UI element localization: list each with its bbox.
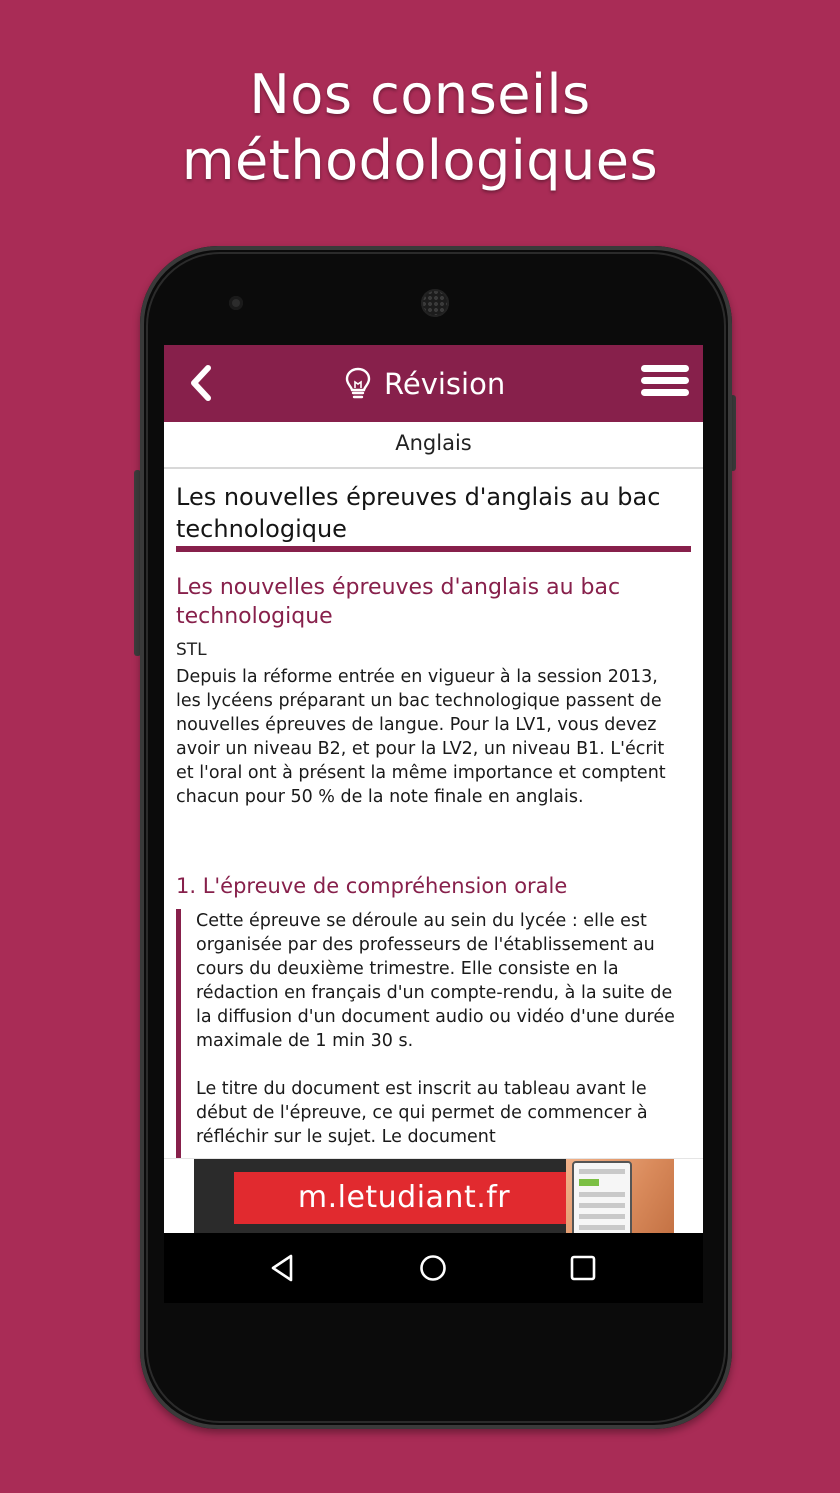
hamburger-menu-icon	[641, 365, 689, 372]
app-title	[344, 364, 505, 404]
quote-bar	[176, 909, 181, 1158]
nav-home-icon[interactable]	[417, 1252, 449, 1284]
front-camera	[229, 296, 243, 310]
nav-back-icon[interactable]	[267, 1252, 299, 1284]
hamburger-menu-icon-line	[641, 389, 689, 396]
app-title-text: Révision	[384, 367, 506, 401]
section-title: Les nouvelles épreuves d'anglais au bac technologique	[176, 575, 621, 629]
title-divider	[176, 546, 691, 552]
hamburger-menu-icon-line	[641, 377, 689, 384]
subsection-body	[196, 909, 686, 1158]
app-bar	[164, 345, 703, 422]
subsection-paragraph: Cette épreuve se déroule au sein du lycée : elle est organisée par des professeurs de l'établissement au cours du deuxième trimestre. Elle consiste en la rédaction en français d'un compte-rendu, à la suite de la diffusion d'un document audio ou vidéo d'une durée maximale de 1 min 30 s.	[196, 911, 675, 1051]
promo-headline	[0, 62, 840, 194]
subsection-title: 1. L'épreuve de compréhension orale	[176, 874, 568, 898]
series-tag: STL	[176, 640, 207, 660]
article-title: Les nouvelles épreuves d'anglais au bac technologique	[176, 483, 661, 543]
nav-recents-icon[interactable]	[567, 1252, 599, 1284]
promo-headline-line1: Nos conseils	[249, 63, 591, 126]
phone-screen	[164, 345, 703, 1233]
menu-button[interactable]	[641, 365, 689, 403]
article-content[interactable]	[164, 469, 703, 1158]
lightbulb-icon	[344, 366, 372, 402]
ad-phone-image	[572, 1161, 632, 1233]
ad-text: m.letudiant.fr	[234, 1172, 574, 1224]
back-button[interactable]	[184, 363, 224, 403]
earpiece-speaker	[421, 289, 449, 317]
tab-anglais[interactable]: Anglais	[164, 422, 703, 469]
subsection-paragraph: Le titre du document est inscrit au tableau avant le début de l'épreuve, ce qui permet de commencer à réfléchir sur le sujet. Le document	[196, 1079, 648, 1147]
ad-image[interactable]	[194, 1159, 674, 1233]
intro-paragraph: Depuis la réforme entrée en vigueur à la session 2013, les lycéens préparant un bac technologique passent de nouvelles épreuves de langue. Pour la LV1, vous devez avoir un niveau B2, et pour la LV2, un niveau B1. L'écrit et l'oral ont à présent la même importance et comptent chacun pour 50 % de la note finale en anglais.	[176, 667, 666, 807]
promo-headline-line2: méthodologiques	[181, 129, 659, 192]
ad-banner[interactable]	[164, 1158, 703, 1233]
chevron-left-icon	[184, 363, 224, 403]
system-nav-bar	[164, 1233, 703, 1303]
